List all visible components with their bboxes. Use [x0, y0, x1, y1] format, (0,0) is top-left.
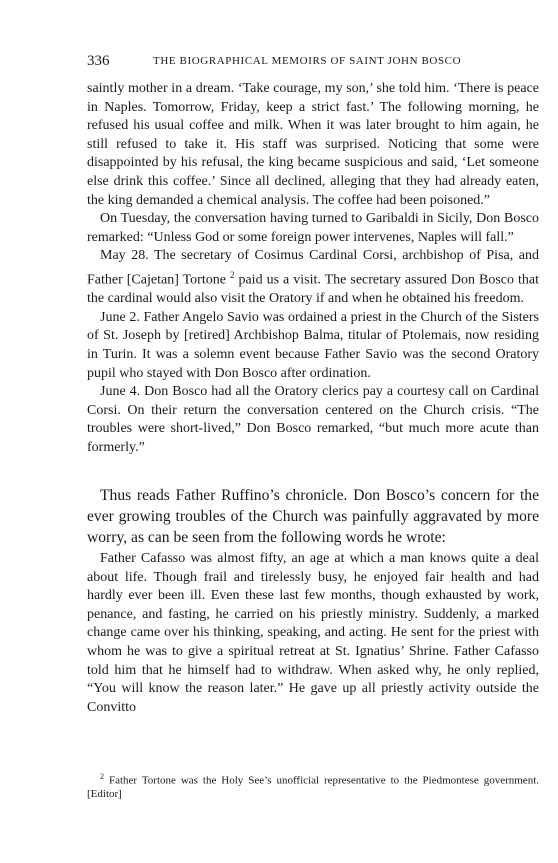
- chronicle-quote: [87, 80, 539, 458]
- quote-paragraph-text: paid us a visit. The secretary assured Don Bosco that the cardinal would also visit the Oratory if and when he obtained his freedom.: [87, 272, 540, 307]
- quote-paragraph-text: May 28. The secretary of Cosimus Cardinal Corsi, archbishop of Pisa, and Father [Cajetan] Tortone: [87, 248, 539, 288]
- footnote-marker: 2: [100, 772, 104, 781]
- page-number: 336: [87, 53, 110, 69]
- running-head: THE BIOGRAPHICAL MEMOIRS OF SAINT JOHN BOSCO: [153, 55, 462, 67]
- quote-paragraph: On Tuesday, the conversation having turned to Garibaldi in Sicily, Don Bosco remarked: “Unless God or some foreign power intervenes, Naples will fall.”: [87, 211, 539, 245]
- quote-paragraph: [87, 247, 539, 308]
- quote-paragraph: June 2. Father Angelo Savio was ordained a priest in the Church of the Sisters of St. Joseph by [retired] Archbishop Balma, titular of Ptolemais, now residing in Turin. It was a solemn event because Father Savio was the second Oratory pupil who stayed with Don Bosco after ordination.: [87, 309, 539, 381]
- quote-paragraph: June 4. Don Bosco had all the Oratory clerics pay a courtesy call on Cardinal Corsi. On their return the conversation centered on the Church crisis. “The troubles were short-lived,” Don Bosco remarked, “but much more acute than formerly.”: [87, 384, 539, 455]
- letter-text: Father Cafasso was almost fifty, an age at which a man knows quite a deal about life. Though frail and tirelessly busy, he enjoyed fair health and had hardly ever been ill. Even these last few months, though exhausted by work, penance, and fasting, he carried on his priestly ministry. Suddenly, a marked change came over his thinking, speaking, and acting. He sent for the priest with whom he was to give a spiritual retreat at St. Ignatius’ Shrine. Father Cafasso told him that he himself had to withdraw. When asked why, he only replied, “You will know the reason later.” He gave up all priestly activity outside the Convitto: [87, 551, 539, 715]
- page-header: [87, 53, 539, 71]
- footnote: [87, 770, 539, 801]
- footnote-reference: 2: [229, 269, 235, 280]
- letter-quote: [87, 550, 539, 717]
- narrative-text: Thus reads Father Ruffino’s chronicle. Don Bosco’s concern for the ever growing troubles of the Church was painfully aggravated by more worry, as can be seen from the following words he wrote:: [87, 487, 539, 547]
- quote-paragraph: saintly mother in a dream. ‘Take courage, my son,’ she told him. ‘There is peace in Naples. Tomorrow, Friday, keep a strict fast.’ The following morning, he refused his usual coffee and milk. When it was later brought to him again, he still refused to take it. His staff was surprised. Noticing that some were disappointed by his refusal, the king became suspicious and said, ‘Let someone else drink this coffee.’ Since all declined, alleging that they had already eaten, the king demanded a chemical analysis. The coffee had been poisoned.”: [87, 81, 539, 208]
- narrative-paragraph: [87, 485, 539, 549]
- footnote-text: Father Tortone was the Holy See’s unofficial representative to the Piedmontese government. [Editor]: [87, 774, 539, 801]
